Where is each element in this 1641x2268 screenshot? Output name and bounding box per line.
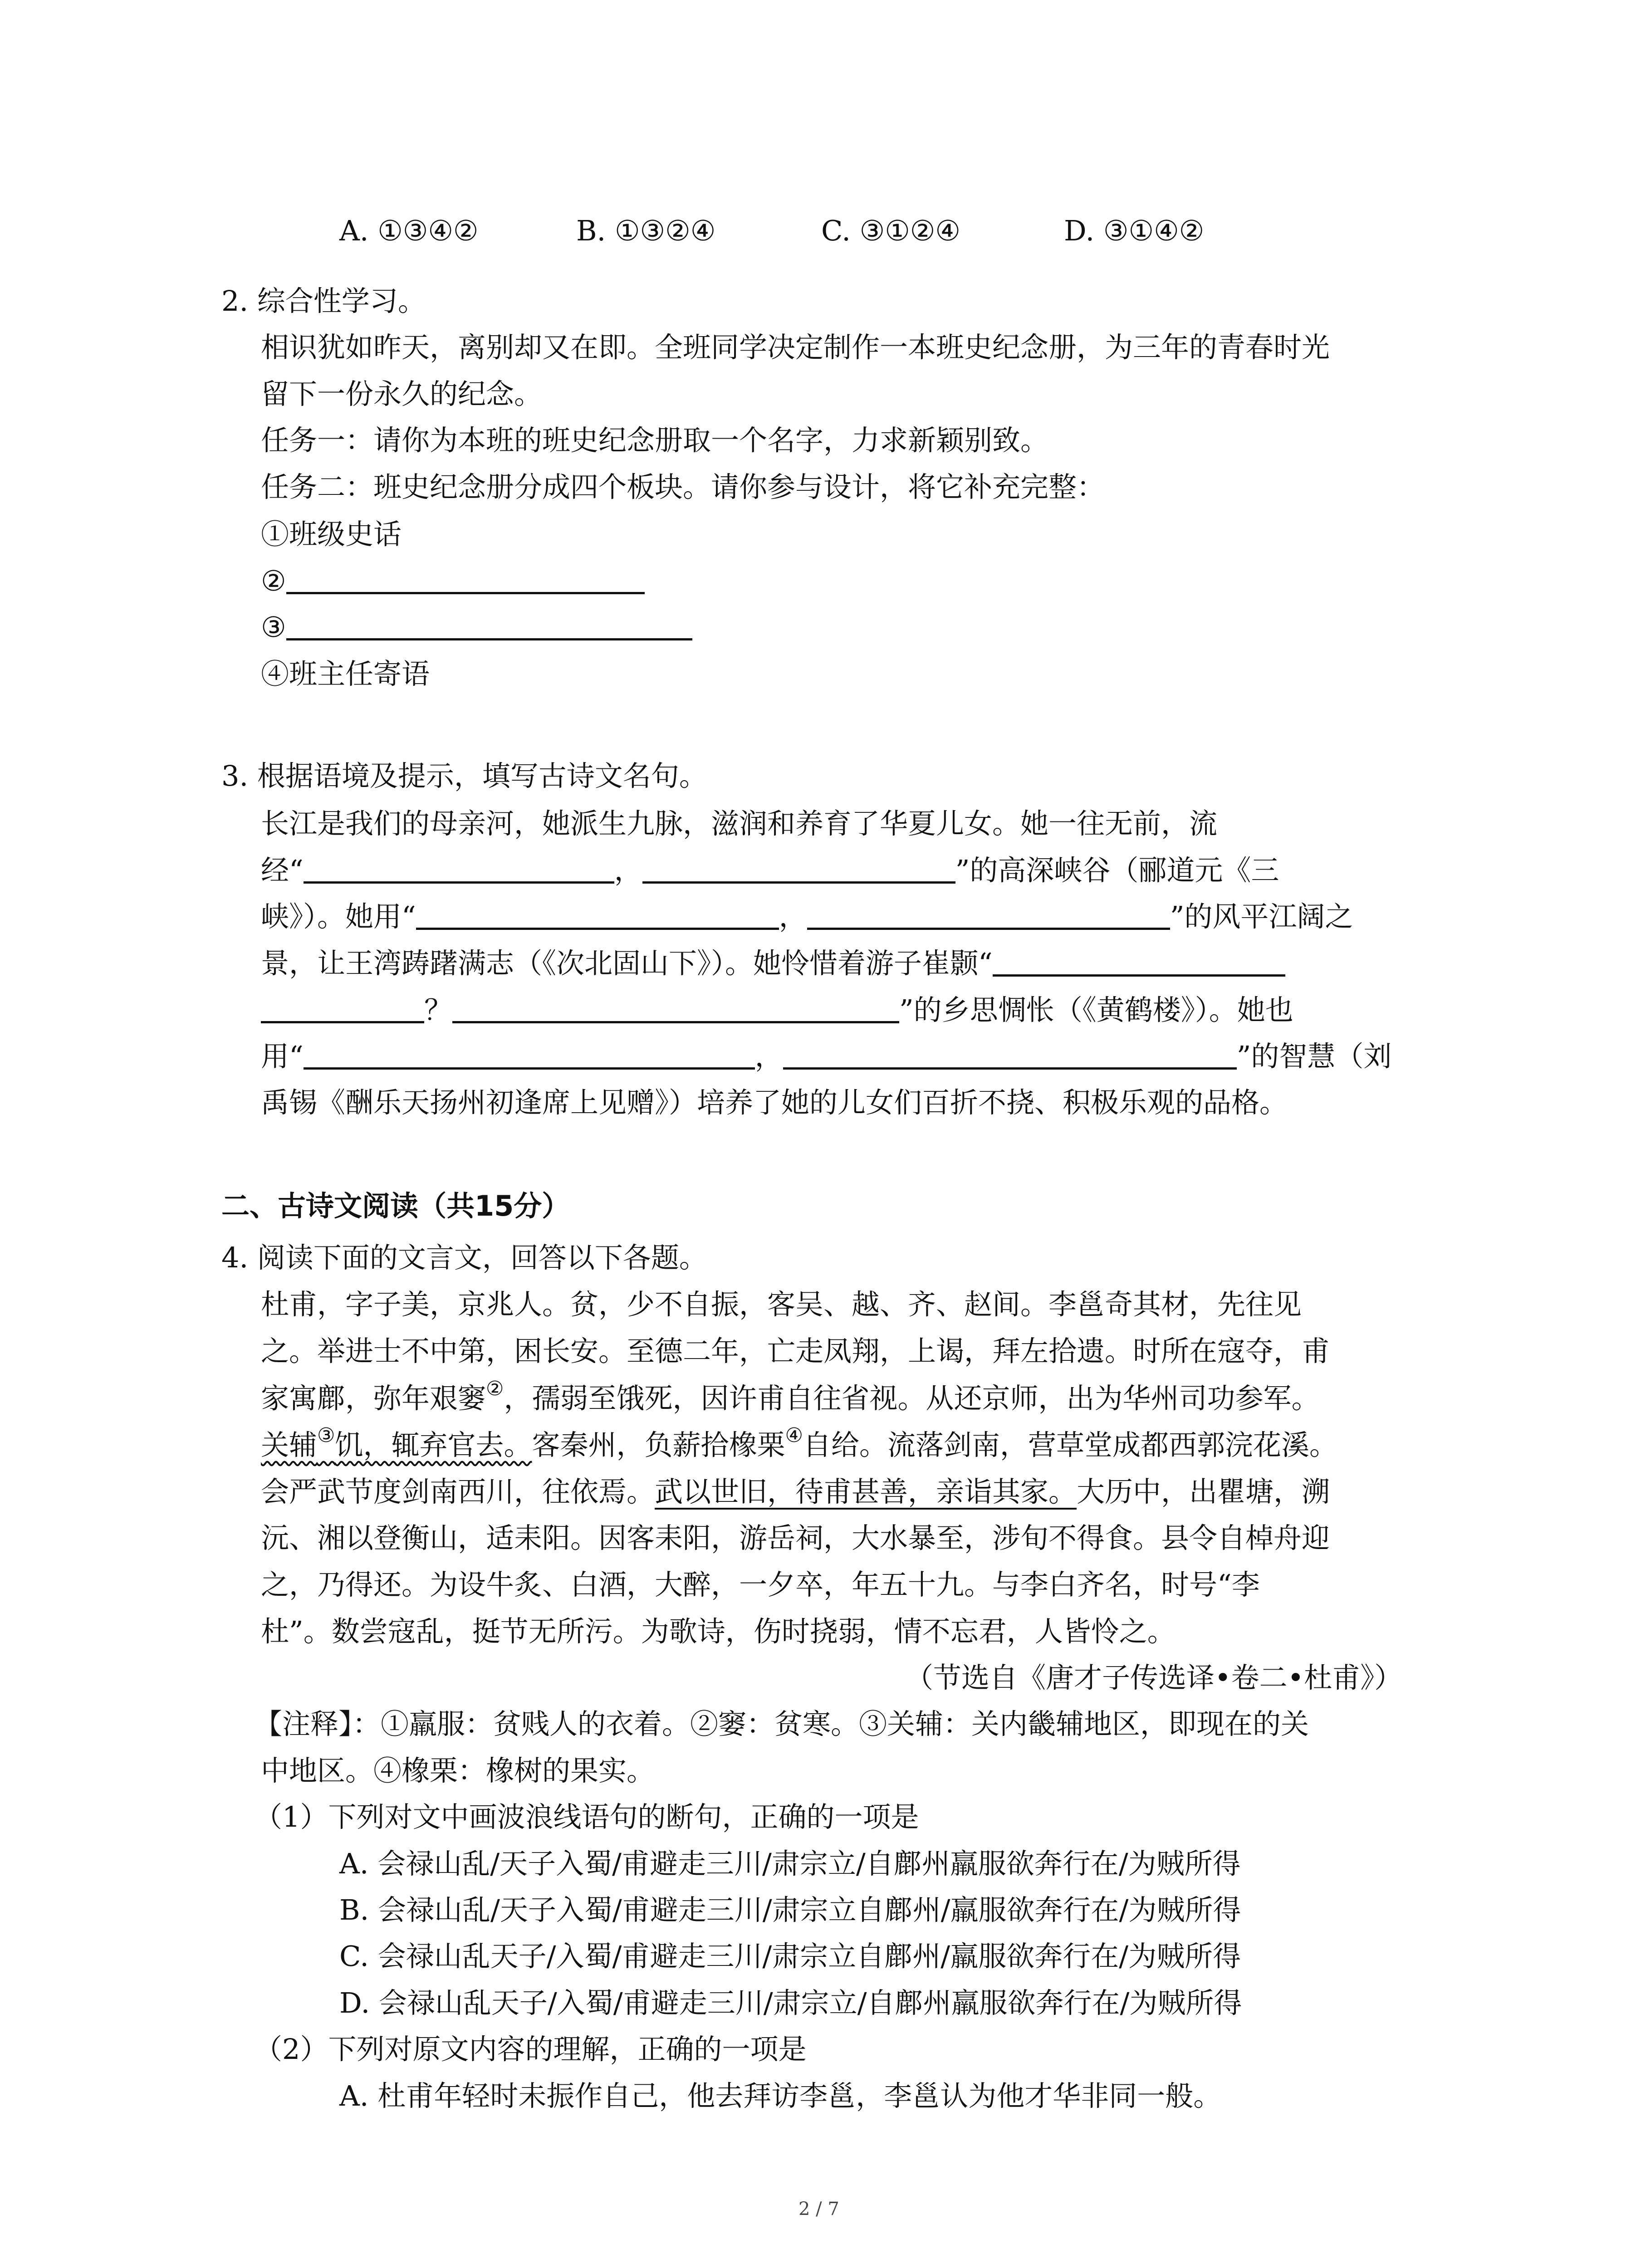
section2-heading: 二、古诗文阅读（共15分） bbox=[221, 1189, 570, 1222]
q3-line3-text-a: 峡》）。她用“ bbox=[261, 900, 416, 933]
q2-intro-line1: 相识犹如昨天，离别却又在即。全班同学决定制作一本班史纪念册，为三年的青春时光 bbox=[261, 331, 1330, 364]
q4-notes-line1: 【注释】：①羸服：贫贱人的衣着。②窭：贫寒。③关辅：关内畿辅地区，即现在的关 bbox=[254, 1707, 1309, 1740]
q3-line6-text-c: ”的智慧（刘 bbox=[1236, 1040, 1392, 1073]
q4-title: 4. 阅读下面的文言文，回答以下各题。 bbox=[221, 1241, 707, 1274]
q3-line7: 禹锡《酬乐天扬州初逢席上见赠》）培养了她的儿女们百折不挠、积极乐观的品格。 bbox=[261, 1086, 1288, 1119]
q4-line5-text-a: 会严武节度剑南西川，往依焉。 bbox=[261, 1475, 655, 1508]
q4-source: （节选自《唐才子传选译•卷二•杜甫》） bbox=[905, 1661, 1403, 1694]
q3-line6-comma: ， bbox=[754, 1040, 783, 1073]
q3-line2-comma: ， bbox=[614, 854, 642, 887]
q3-line2-text-a: 经“ bbox=[261, 854, 304, 887]
q4-line4-text-d: 自给。流落剑南，营草堂成都西郭浣花溪。 bbox=[803, 1428, 1337, 1461]
q4-passage-line6: 沅、湘以登衡山，适耒阳。因客耒阳，游岳祠，大水暴至，涉旬不得食。县令自棹舟迎 bbox=[261, 1521, 1330, 1554]
q4-passage-line4 bbox=[261, 1424, 1337, 1461]
q2-item4: ④班主任寄语 bbox=[261, 657, 430, 690]
q2-intro-line2: 留下一份永久的纪念。 bbox=[261, 377, 543, 411]
q4-line4-text-a: 关辅 bbox=[261, 1428, 318, 1461]
q4-passage-line5 bbox=[261, 1475, 1330, 1508]
q3-line2-text-c: ”的高深峡谷（郦道元《三 bbox=[955, 854, 1279, 887]
q2-task1: 任务一：请你为本班的班史纪念册取一个名字，力求新颖别致。 bbox=[261, 424, 1049, 457]
q4-sub1-option-c: C. 会禄山乱天子/入蜀/甫避走三川/肃宗立自鄜州/羸服欲奔行在/为贼所得 bbox=[339, 1940, 1241, 1973]
q3-line3-text-c: ”的风平江阔之 bbox=[1170, 900, 1353, 933]
q3-blank-3[interactable] bbox=[416, 904, 779, 930]
q3-line6 bbox=[261, 1040, 1392, 1073]
q1-option-d: D. ③①④② bbox=[1064, 214, 1205, 247]
q3-line1: 长江是我们的母亲河，她派生九脉，滋润和养育了华夏儿女。她一往无前，流 bbox=[261, 807, 1218, 840]
q2-item2 bbox=[261, 564, 645, 597]
q3-line6-text-a: 用“ bbox=[261, 1040, 304, 1073]
q4-sub1-question: （1）下列对文中画波浪线语句的断句，正确的一项是 bbox=[254, 1800, 919, 1833]
note-marker-2: ② bbox=[486, 1377, 504, 1400]
q3-blank-2[interactable] bbox=[642, 858, 955, 884]
q4-passage-line8: 杜”。数尝寇乱，挺节无所污。为歌诗，伤时挠弱，情不忘君，人皆怜之。 bbox=[261, 1615, 1176, 1648]
q1-option-a: A. ①③④② bbox=[339, 214, 479, 247]
q4-line3-text-b: ，孺弱至饿死，因许甫自往省视。从还京师，出为华州司功参军。 bbox=[504, 1382, 1320, 1415]
q4-line4-underlined bbox=[261, 1424, 532, 1461]
q2-item3-blank[interactable] bbox=[286, 615, 692, 640]
q3-blank-5-cont[interactable] bbox=[261, 997, 424, 1023]
q3-blank-6[interactable] bbox=[452, 997, 899, 1023]
q4-line3-text-a: 家寓鄜，弥年艰窭 bbox=[261, 1382, 486, 1415]
q2-item2-number: ② bbox=[261, 564, 286, 597]
q3-line5-question: ？ bbox=[424, 993, 453, 1026]
q3-blank-4[interactable] bbox=[807, 904, 1170, 930]
q4-line4-text-c: 客秦州，负薪拾橡栗 bbox=[532, 1428, 785, 1461]
q3-blank-7[interactable] bbox=[304, 1044, 755, 1070]
q4-line5-underlined: 武以世旧，待甫甚善，亲诣其家。 bbox=[655, 1475, 1077, 1508]
q4-sub1-option-a: A. 会禄山乱/天子入蜀/甫避走三川/肃宗立/自鄜州羸服欲奔行在/为贼所得 bbox=[339, 1847, 1241, 1880]
q3-line2 bbox=[261, 856, 1279, 885]
q4-sub1-option-d: D. 会禄山乱天子/入蜀/甫避走三川/肃宗立/自鄜州羸服欲奔行在/为贼所得 bbox=[339, 1986, 1242, 2019]
q4-sub2-option-a: A. 杜甫年轻时未振作自己，他去拜访李邕，李邕认为他才华非同一般。 bbox=[339, 2079, 1222, 2112]
q3-line5 bbox=[261, 993, 1293, 1026]
q2-item3 bbox=[261, 611, 692, 644]
q3-line5-text-b: ”的乡思惆怅（《黄鹤楼》）。她也 bbox=[899, 993, 1293, 1026]
note-marker-3: ③ bbox=[317, 1424, 335, 1447]
q2-item1: ①班级史话 bbox=[261, 518, 402, 551]
q3-line3 bbox=[261, 900, 1353, 933]
page-number: 2 / 7 bbox=[798, 2199, 839, 2219]
q3-blank-8[interactable] bbox=[783, 1044, 1237, 1070]
q4-passage-line1: 杜甫，字子美，京兆人。贫，少不自振，客吴、越、齐、赵间。李邕奇其材，先往见 bbox=[261, 1288, 1302, 1321]
q3-line4 bbox=[261, 949, 1285, 978]
q2-task2: 任务二：班史纪念册分成四个板块。请你参与设计，将它补充完整： bbox=[261, 470, 1105, 503]
q3-blank-5[interactable] bbox=[993, 951, 1285, 977]
q1-option-b: B. ①③②④ bbox=[576, 214, 716, 247]
q3-title: 3. 根据语境及提示，填写古诗文名句。 bbox=[221, 759, 707, 792]
note-marker-4: ④ bbox=[785, 1424, 803, 1447]
q3-blank-1[interactable] bbox=[304, 858, 614, 884]
q4-line5-text-c: 大历中，出瞿塘，溯 bbox=[1077, 1475, 1330, 1508]
q4-passage-line3 bbox=[261, 1377, 1320, 1415]
q4-sub1-option-b: B. 会禄山乱/天子入蜀/甫避走三川/肃宗立自鄜州/羸服欲奔行在/为贼所得 bbox=[339, 1893, 1241, 1926]
q2-title: 2. 综合性学习。 bbox=[221, 284, 426, 318]
q2-item2-blank[interactable] bbox=[286, 568, 645, 594]
q4-passage-line2: 之。举进士不中第，困长安。至德二年，亡走凤翔，上谒，拜左拾遗。时所在寇夺，甫 bbox=[261, 1334, 1330, 1368]
q1-option-c: C. ③①②④ bbox=[821, 214, 960, 247]
q3-line4-text: 景，让王湾踌躇满志（《次北固山下》）。她怜惜着游子崔颢“ bbox=[261, 947, 993, 980]
q4-line4-text-b: 饥，辄弃官去。 bbox=[335, 1428, 532, 1461]
q4-sub2-question: （2）下列对原文内容的理解，正确的一项是 bbox=[254, 2033, 807, 2066]
q3-line3-comma: ， bbox=[779, 900, 807, 933]
q4-passage-line7: 之，乃得还。为设牛炙、白酒，大醉，一夕卒，年五十九。与李白齐名，时号“李 bbox=[261, 1568, 1260, 1601]
q2-item3-number: ③ bbox=[261, 611, 286, 644]
q4-notes-line2: 中地区。④橡栗：橡树的果实。 bbox=[261, 1754, 655, 1787]
